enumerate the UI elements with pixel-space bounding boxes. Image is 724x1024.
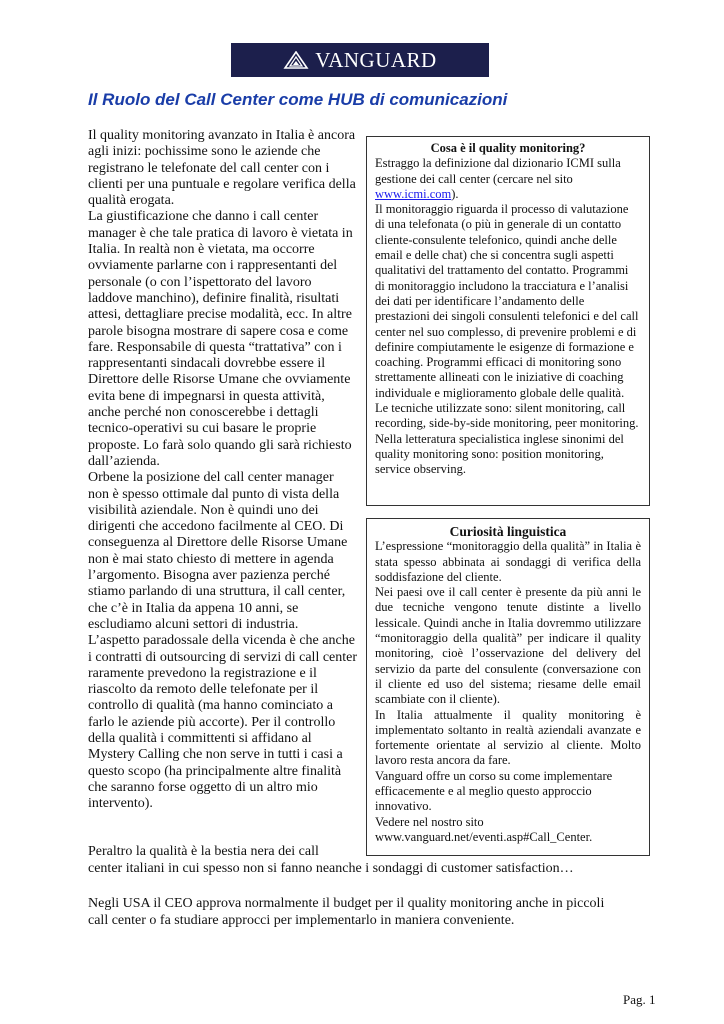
left-column bbox=[88, 128, 358, 812]
left-paragraph-4: L’aspetto paradossale della vicenda è che anche i contratti di outsourcing di servizi di call center raramente prevedono la registrazione e il riascolto da remoto delle telefonate per il controllo di qualità (ma hanno cominciato a farlo le aziende più accorte). Per il controllo della qualità i committenti si affidano al Mystery Calling che non serve in tutti i casi a questo scopo (ha principalmente altre finalità che saranno forse oggetto di un altro mio intervento). bbox=[88, 633, 358, 812]
linguistic-curiosity-box-title: Curiosità linguistica bbox=[449, 524, 567, 539]
logo-text: VANGUARD bbox=[315, 47, 437, 72]
quality-monitoring-box bbox=[366, 136, 650, 506]
quality-monitoring-definition: Il monitoraggio riguarda il processo di valutazione di una telefonata (o più in generale di un contatto cliente-consulente telefonico, quindi anche delle email e delle chat) che si concentra sugli aspetti qualitativi del trattamento del contatto. Programmi di monitoraggio includono la tracciatura e l’analisi dei dati per identificare l’andamento delle prestazioni dei singoli consulenti telefonici e del call center nel suo complesso, di prevenire problemi e di definire compiutamente le esigenze di formazione e coaching. Programmi efficaci di monitoring sono strettamente allineati con le iniziative di coaching individuale e miglioramento globale delle qualità. bbox=[375, 202, 639, 400]
continuation-line-1: Peraltro la qualità è la bestia nera dei call bbox=[88, 844, 319, 859]
closing-line-2: call center o fa studiare approcci per implementarlo in maniera conveniente. bbox=[88, 913, 515, 928]
continuation-line-2: center italiani in cui spesso non si fanno neanche i sondaggi di customer satisfaction… bbox=[88, 861, 574, 876]
vanguard-logo-mark-icon bbox=[283, 51, 309, 69]
vanguard-url-text: www.vanguard.net/eventi.asp#Call_Center. bbox=[375, 829, 593, 844]
page-number: Pag. 1 bbox=[623, 992, 656, 1007]
left-paragraph-1: Il quality monitoring avanzato in Italia è ancora agli inizi: pochissime sono le aziende che registrano le telefonate del call center con i clienti per una puntuale e regolare verifica della qualità erogata. bbox=[88, 128, 356, 209]
quality-monitoring-box-title: Cosa è il quality monitoring? bbox=[430, 141, 586, 155]
curiosity-paragraph-5: Vedere nel nostro sito bbox=[375, 814, 484, 829]
curiosity-paragraph-4: Vanguard offre un corso su come implementare efficacemente e al meglio questo approccio innovativo. bbox=[375, 768, 613, 814]
intro-text: Estraggo la definizione dal dizionario ICMI sulla gestione dei call center (cercare nel sito bbox=[375, 156, 621, 186]
closing-paragraph bbox=[88, 895, 604, 929]
curiosity-paragraph-2: Nei paesi ove il call center è presente da più anni le due tecniche vengono tenute distinte a livello lessicale. Quindi anche in Italia dovremmo utilizzare “monitoraggio della qualità” per indicare il quality monitoring, cioè l’osservazione del delivery del servizio da parte del consulente (conversazione con il cliente ed uso del sistema; riesame delle email scambiate con il cliente). bbox=[375, 585, 641, 707]
intro-text-end: ). bbox=[451, 186, 459, 201]
left-paragraph-2: La giustificazione che danno i call center manager è che tale pratica di lavoro è vietata in Italia. In realtà non è vietata, ma occorre ovviamente parlarne con i rappresentanti del personale (o con l’ispettorato del lavoro laddove manchino), definire finalità, risultati attesi, dettagliare precise modalità, ecc. In altre parole bisogna mostrare di sapere cosa e come fare. Responsabile di questa “trattativa” con i rappresentanti sindacali dovrebbe essere il Direttore delle Risorse Umane che ovviamente evita bene di impegnarsi in questa attività, anche perché non conoscerebbe i dettagli tecnico-operativi su cui basare le proprie proposte. Lo farà solo quando gli sarà richiesto dall’azienda. bbox=[88, 209, 353, 469]
left-paragraph-3: Orbene la posizione del call center manager non è spesso ottimale dal punto di vista della visibilità aziendale. Non è quindi uno dei dirigenti che accedono facilmente al CEO. Di conseguenza al Direttore delle Risorse Umane non è mai stato chiesto di mettere in agenda l’argomento. Bisogna aver pazienza perché stiamo parlando di una struttura, il call center, che c’è in Italia da appena 10 anni, se escludiamo alcuni settori di industria. bbox=[88, 470, 348, 632]
closing-line-1: Negli USA il CEO approva normalmente il budget per il quality monitoring anche in piccoli bbox=[88, 896, 605, 911]
icmi-link[interactable]: www.icmi.com bbox=[375, 186, 452, 201]
page-title: Il Ruolo del Call Center come HUB di comunicazioni bbox=[88, 90, 508, 109]
linguistic-curiosity-box bbox=[366, 518, 650, 856]
vanguard-logo bbox=[231, 43, 489, 77]
curiosity-paragraph-1: L’espressione “monitoraggio della qualità” in Italia è stata spesso abbinata ai sondaggi di verifica della soddisfazione del cliente. bbox=[375, 539, 641, 584]
curiosity-paragraph-3: In Italia attualmente il quality monitoring è implementato soltanto in realtà aziendali avanzate e fortemente orientate al servizio al cliente. Molto lavoro resta ancora da fare. bbox=[375, 707, 641, 768]
quality-monitoring-techniques: Le tecniche utilizzate sono: silent monitoring, call recording, side-by-side monitoring, peer monitoring. Nella letteratura specialistica inglese sinonimi del quality monitoring sono: position monitoring, service observing. bbox=[375, 401, 639, 477]
quality-monitoring-intro bbox=[375, 156, 641, 202]
